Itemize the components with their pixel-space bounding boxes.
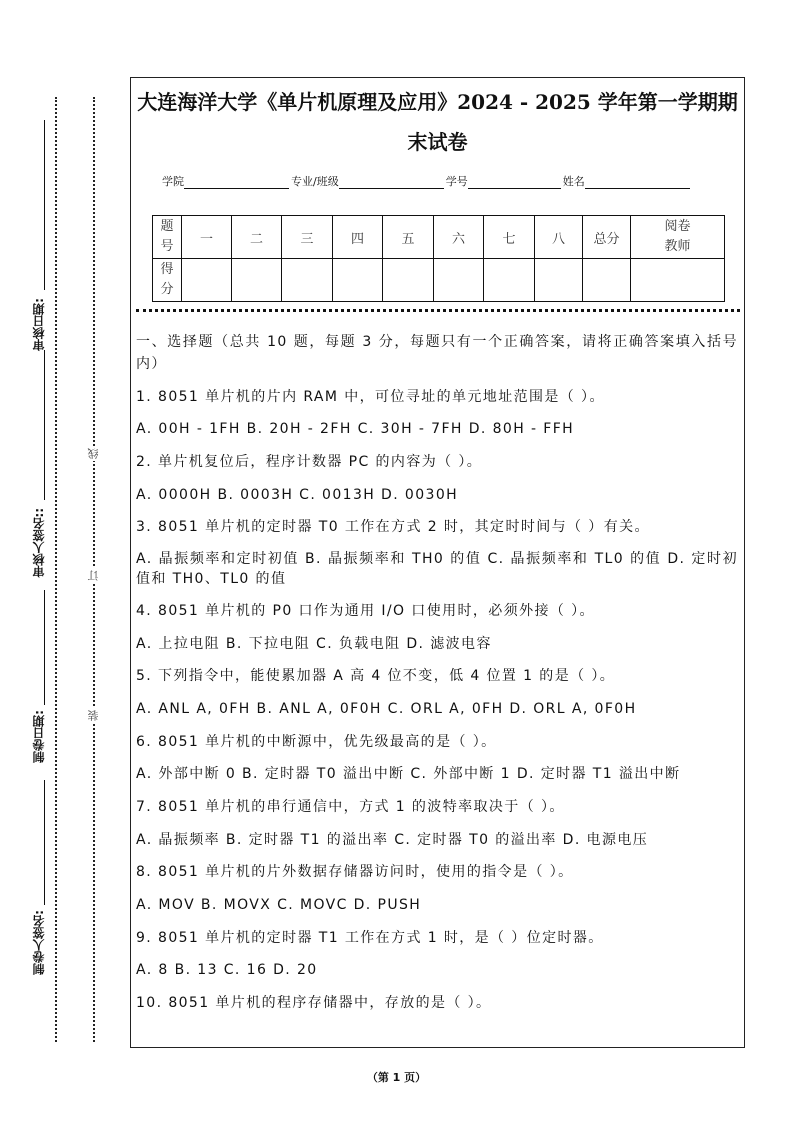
question-options: A. MOV B. MOVX C. MOVC D. PUSH (136, 897, 422, 913)
binding-dotted-line-outer (55, 97, 57, 1042)
question-text: 9. 8051 单片机的定时器 T1 工作在方式 1 时，是（ ）位定时器。 (136, 929, 604, 946)
reviewer-signature-underline (44, 350, 45, 500)
question-list (136, 331, 738, 1025)
preparation-date-label: 制卷日期: (32, 710, 46, 763)
question-options: A. 晶振频率 B. 定时器 T1 的溢出率 C. 定时器 T0 的溢出率 D. 电源电压 (136, 831, 649, 848)
student-id-label: 学号 (445, 175, 468, 188)
preparer-signature-label: 制卷人签名: (32, 910, 46, 975)
page-number: （第 1 页） (366, 1071, 427, 1084)
header-cell: 五 (383, 216, 434, 259)
score-table-header-row (153, 216, 725, 259)
exam-title-line2-wrapper (130, 129, 745, 155)
review-date-underline (44, 120, 45, 290)
student-info-row (162, 173, 692, 189)
score-cell[interactable] (535, 259, 583, 302)
question-options: A. 0000H B. 0003H C. 0013H D. 0030H (136, 486, 459, 503)
question-options: A. 外部中断 0 B. 定时器 T0 溢出中断 C. 外部中断 1 D. 定时器 T1 溢出中断 (136, 766, 681, 783)
student-id-field[interactable] (468, 176, 561, 189)
score-row (153, 259, 725, 302)
score-row-label: 得分 (153, 259, 182, 302)
preparer-signature-underline (44, 780, 45, 905)
major-class-label: 专业/班级 (291, 175, 339, 188)
score-cell[interactable] (182, 259, 232, 302)
question-text: 1. 8051 单片机的片内 RAM 中，可位寻址的单元地址范围是（ ）。 (136, 388, 605, 405)
binding-mark-line: 线 (87, 448, 100, 459)
header-cell: 八 (535, 216, 583, 259)
score-table (152, 215, 725, 302)
header-cell: 二 (232, 216, 282, 259)
review-date-label: 审核日期: (32, 298, 46, 351)
exam-title-line1: 大连海洋大学《单片机原理及应用》2024 - 2025 学年第一学期期 (137, 90, 738, 114)
grader-cell[interactable] (631, 259, 725, 302)
exam-title-line1-wrapper (130, 89, 745, 115)
header-cell: 一 (182, 216, 232, 259)
header-cell: 三 (282, 216, 333, 259)
question-options: A. 00H - 1FH B. 20H - 2FH C. 30H - 7FH D. 80H - FFH (136, 421, 575, 438)
name-field[interactable] (585, 176, 690, 189)
question-text: 4. 8051 单片机的 P0 口作为通用 I/O 口使用时，必须外接（ ）。 (136, 602, 595, 619)
question-text: 3. 8051 单片机的定时器 T0 工作在方式 2 时，其定时时间与（ ）有关。 (136, 519, 650, 536)
question-text: 8. 8051 单片机的片外数据存储器访问时，使用的指令是（ ）。 (136, 864, 574, 881)
question-options: A. 8 B. 13 C. 16 D. 20 (136, 962, 318, 979)
exam-title-line2: 末试卷 (407, 130, 468, 154)
grader-header: 阅卷教师 (631, 216, 725, 259)
score-cell[interactable] (282, 259, 333, 302)
dotted-separator (136, 309, 740, 312)
question-text: 2. 单片机复位后，程序计数器 PC 的内容为（ ）。 (136, 454, 483, 471)
college-label: 学院 (162, 175, 184, 188)
section-heading: 一、选择题（总共 10 题，每题 3 分，每题只有一个正确答案，请将正确答案填入括号内） (136, 334, 738, 372)
reviewer-signature-label: 审核人签名:: (32, 508, 46, 578)
score-cell[interactable] (484, 259, 535, 302)
major-class-field[interactable] (339, 176, 444, 189)
question-number-header: 题号 (153, 216, 182, 259)
binding-mark-staple: 订 (87, 570, 100, 581)
college-field[interactable] (184, 176, 289, 189)
header-cell: 四 (333, 216, 383, 259)
binding-mark-bind: 装 (87, 710, 100, 721)
preparation-date-underline (44, 590, 45, 705)
question-options: A. 晶振频率和定时初值 B. 晶振频率和 TH0 的值 C. 晶振频率和 TL0 的值 D. 定时初值和 TH0、TL0 的值 (136, 551, 738, 588)
name-label: 姓名 (562, 175, 585, 188)
question-text: 6. 8051 单片机的中断源中，优先级最高的是（ ）。 (136, 733, 497, 750)
score-cell[interactable] (434, 259, 484, 302)
total-score-header: 总分 (583, 216, 631, 259)
question-options: A. 上拉电阻 B. 下拉电阻 C. 负载电阻 D. 滤波电容 (136, 635, 492, 652)
total-score-cell[interactable] (583, 259, 631, 302)
score-cell[interactable] (232, 259, 282, 302)
header-cell: 六 (434, 216, 484, 259)
question-text: 7. 8051 单片机的串行通信中，方式 1 的波特率取决于（ ）。 (136, 798, 565, 815)
question-text: 10. 8051 单片机的程序存储器中，存放的是（ ）。 (136, 995, 492, 1012)
header-cell: 七 (484, 216, 535, 259)
score-cell[interactable] (383, 259, 434, 302)
question-options: A. ANL A, 0FH B. ANL A, 0F0H C. ORL A, 0FH D. ORL A, 0F0H (136, 700, 637, 717)
question-text: 5. 下列指令中，能使累加器 A 高 4 位不变，低 4 位置 1 的是（ ）。 (136, 668, 616, 685)
score-cell[interactable] (333, 259, 383, 302)
